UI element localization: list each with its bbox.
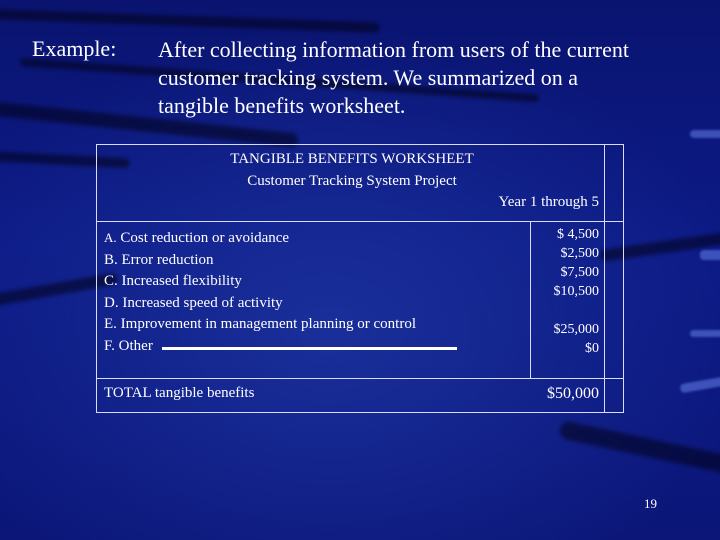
- benefit-letter: A.: [104, 230, 117, 245]
- total-label: TOTAL tangible benefits: [104, 385, 255, 401]
- worksheet-title: TANGIBLE BENEFITS WORKSHEET: [230, 151, 474, 167]
- benefit-letter: C.: [104, 273, 118, 290]
- background-highlight: [690, 330, 720, 337]
- intro-paragraph: [158, 36, 698, 120]
- worksheet-divider: [604, 221, 605, 413]
- background-highlight: [700, 250, 720, 260]
- worksheet-subtitle: Customer Tracking System Project: [247, 173, 457, 189]
- intro-line: After collecting information from users of the current: [158, 37, 630, 62]
- background-highlight: [690, 130, 720, 138]
- other-blank-line: [162, 347, 457, 350]
- example-label: Example:: [32, 36, 117, 61]
- benefit-amount: $0: [585, 341, 599, 356]
- benefit-item: [104, 227, 457, 250]
- benefit-label: Increased speed of activity: [122, 294, 283, 311]
- total-value: $50,000: [547, 385, 599, 402]
- benefit-amount: $7,500: [560, 265, 599, 280]
- worksheet-divider: [530, 221, 531, 379]
- benefit-item: [104, 250, 457, 272]
- benefit-amount: $2,500: [560, 246, 599, 261]
- benefit-label: Improvement in management planning or control: [120, 316, 417, 333]
- benefit-amount: $25,000: [553, 322, 599, 337]
- benefit-letter: B.: [104, 251, 118, 268]
- benefit-item: [104, 293, 457, 315]
- benefit-item: [104, 314, 457, 336]
- benefit-label: Cost reduction or avoidance: [120, 230, 290, 246]
- background-streak: [558, 420, 720, 488]
- benefit-label: Increased flexibility: [121, 273, 242, 290]
- benefit-list: [104, 227, 457, 358]
- benefit-letter: E.: [104, 316, 117, 333]
- benefit-letter: F.: [104, 337, 115, 354]
- worksheet-period: Year 1 through 5: [498, 194, 599, 210]
- tangible-benefits-worksheet: [96, 144, 624, 413]
- benefit-label: Other: [118, 337, 153, 354]
- worksheet-divider: [97, 221, 623, 222]
- background-streak: [0, 8, 380, 33]
- benefit-item: [104, 271, 457, 293]
- benefit-amount: $10,500: [553, 284, 599, 299]
- worksheet-divider: [97, 378, 623, 379]
- benefit-amount: $ 4,500: [557, 227, 599, 242]
- page-number: 19: [644, 496, 657, 511]
- benefit-item: [104, 336, 457, 358]
- intro-line: customer tracking system. We summarized on a: [158, 65, 578, 90]
- background-highlight: [680, 376, 720, 394]
- benefit-letter: D.: [104, 294, 119, 311]
- benefit-label: Error reduction: [121, 251, 214, 268]
- intro-line: tangible benefits worksheet.: [158, 93, 406, 118]
